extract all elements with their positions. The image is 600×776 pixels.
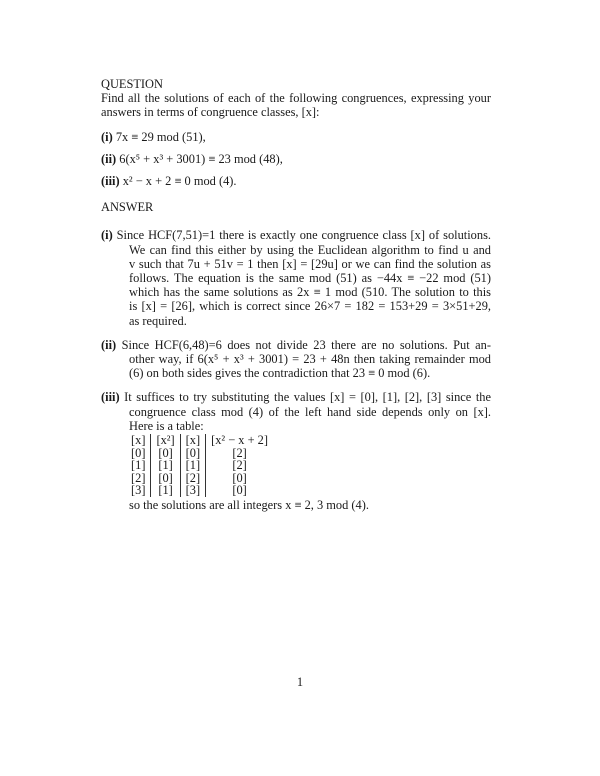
question-item-i: [101, 130, 491, 144]
answer-text: Since HCF(7,51)=1 there is exactly one congruence class [x] of solutions.: [116, 228, 491, 243]
table-cell: [0]: [232, 470, 247, 485]
table-header: [x² − x + 2]: [211, 433, 268, 448]
answer-line: other way, if 6(x⁵ + x³ + 3001) = 23 + 48n then taking remainder mod: [129, 352, 491, 367]
answer-item-ii: [101, 338, 491, 381]
table-header: [x]: [129, 434, 151, 447]
answer-line: follows. The equation is the same mod (51) as −44x ≡ −22 mod (51): [129, 271, 491, 286]
question-intro-line: answers in terms of congruence classes, [x]:: [101, 105, 320, 120]
table-cell: [3]: [129, 484, 151, 497]
question-heading: QUESTION: [101, 77, 163, 91]
answer-line: [101, 338, 491, 352]
answer-conclusion: so the solutions are all integers x ≡ 2, 3 mod (4).: [129, 498, 369, 513]
table-row: [129, 472, 273, 485]
item-label: (i): [101, 129, 113, 144]
table-cell: [0]: [151, 472, 180, 485]
item-label: (iii): [101, 390, 120, 405]
item-label: (ii): [101, 151, 117, 166]
answer-text: It suffices to try substituting the values [x] = [0], [1], [2], [3] since the: [124, 390, 491, 405]
answer-line: (6) on both sides gives the contradiction that 23 ≡ 0 mod (6).: [129, 366, 431, 381]
table-cell: [1]: [180, 459, 205, 472]
answer-line: is [x] = [26], which is correct since 26×7 = 182 = 153+29 = 3×51+29,: [129, 299, 491, 314]
answer-line: as required.: [129, 313, 187, 328]
table-cell: [0]: [129, 447, 151, 460]
answer-text: Since HCF(6,48)=6 does not divide 23 there are no solutions. Put an-: [121, 337, 491, 352]
question-item-ii: [101, 152, 491, 166]
values-table: [129, 434, 273, 497]
table-cell: [0]: [180, 447, 205, 460]
item-label: (i): [101, 228, 113, 243]
table-row: [129, 447, 273, 460]
question-item-iii: [101, 174, 491, 188]
table-cell: [2]: [232, 458, 247, 473]
item-label: (iii): [101, 174, 120, 189]
item-text: 6(x⁵ + x³ + 3001) ≡ 23 mod (48),: [119, 151, 283, 166]
table-cell: [2]: [180, 472, 205, 485]
answer-line: [101, 228, 491, 242]
table-row: [129, 459, 273, 472]
answer-line: [101, 390, 491, 404]
table-cell: [1]: [151, 484, 180, 497]
table-header: [x]: [180, 434, 205, 447]
table-header: [x²]: [151, 434, 180, 447]
table-cell: [1]: [129, 459, 151, 472]
table-cell: [2]: [232, 445, 247, 460]
table-header-row: [129, 434, 273, 447]
table-row: [129, 484, 273, 497]
page-number: 1: [296, 675, 304, 689]
answer-line: We can find this either by using the Euclidean algorithm to find u and: [129, 242, 491, 257]
table-cell: [0]: [232, 483, 247, 498]
answer-item-iii: [101, 390, 491, 512]
table-cell: [1]: [151, 459, 180, 472]
item-text: x² − x + 2 ≡ 0 mod (4).: [122, 174, 237, 189]
answer-line: Here is a table:: [129, 418, 204, 433]
table-cell: [3]: [180, 484, 205, 497]
document-page: [101, 77, 491, 512]
item-text: 7x ≡ 29 mod (51),: [115, 129, 206, 144]
answer-item-i: [101, 228, 491, 327]
answer-line: which has the same solutions as 2x ≡ 1 mod (510. The solution to this: [129, 285, 491, 300]
table-cell: [0]: [151, 447, 180, 460]
question-intro-line: Find all the solutions of each of the following congruences, expressing your: [101, 91, 491, 106]
answer-line: congruence class mod (4) of the left hand side depends only on [x].: [129, 404, 491, 419]
answer-heading: ANSWER: [101, 200, 154, 215]
item-label: (ii): [101, 337, 117, 352]
table-cell: [2]: [129, 472, 151, 485]
answer-line: v such that 7u + 51v = 1 then [x] = [29u] or we can find the solution as: [129, 256, 491, 271]
